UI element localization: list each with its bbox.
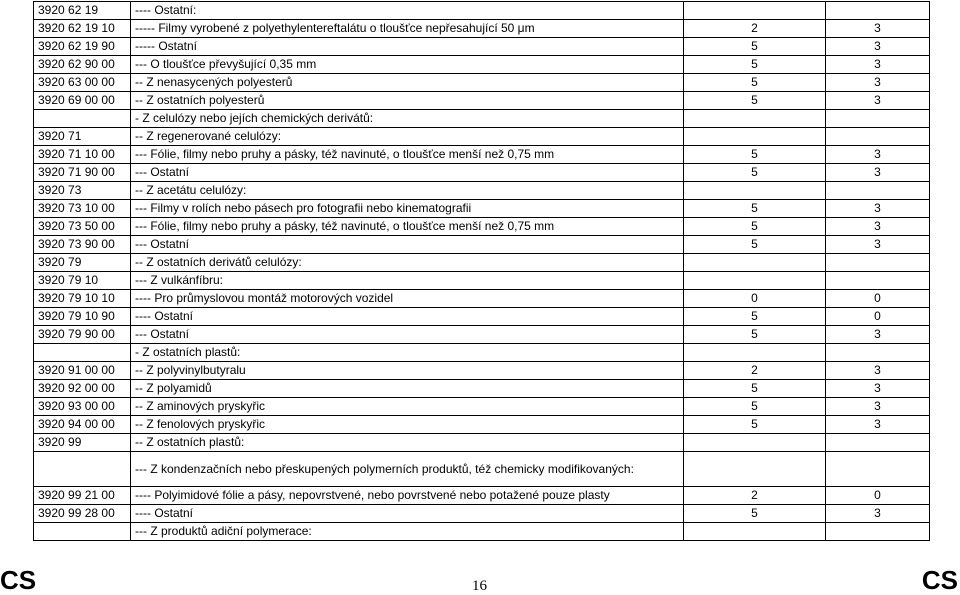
rate-b-cell xyxy=(826,254,930,272)
rate-b-cell: 3 xyxy=(826,505,930,523)
description-cell: ---- Ostatní xyxy=(131,308,684,326)
rate-a-cell: 2 xyxy=(684,20,826,38)
rate-a-cell: 2 xyxy=(684,487,826,505)
table-row xyxy=(34,523,930,541)
rate-b-cell: 3 xyxy=(826,56,930,74)
table-row xyxy=(34,200,930,218)
cn-code-cell: 3920 94 00 00 xyxy=(34,416,131,434)
table-row xyxy=(34,362,930,380)
cn-code-cell: 3920 63 00 00 xyxy=(34,74,131,92)
cn-code-cell: 3920 99 28 00 xyxy=(34,505,131,523)
table-row xyxy=(34,434,930,452)
description-cell: --- Z vulkánfíbru: xyxy=(131,272,684,290)
rate-a-cell: 5 xyxy=(684,505,826,523)
cn-code-cell: 3920 79 xyxy=(34,254,131,272)
table-row xyxy=(34,487,930,505)
rate-b-cell: 3 xyxy=(826,38,930,56)
rate-a-cell: 5 xyxy=(684,74,826,92)
rate-b-cell: 3 xyxy=(826,146,930,164)
description-cell: ---- Polyimidové fólie a pásy, nepovrstvené, nebo povrstvené nebo potažené pouze plasty xyxy=(131,487,684,505)
footer-language-right: CS xyxy=(921,565,958,595)
rate-a-cell: 2 xyxy=(684,362,826,380)
description-cell: --- Ostatní xyxy=(131,236,684,254)
table-row xyxy=(34,146,930,164)
description-cell: --- Z produktů adiční polymerace: xyxy=(131,523,684,541)
rate-a-cell xyxy=(684,344,826,362)
rate-b-cell: 3 xyxy=(826,218,930,236)
rate-b-cell: 3 xyxy=(826,74,930,92)
rate-b-cell: 3 xyxy=(826,92,930,110)
cn-code-cell: 3920 73 10 00 xyxy=(34,200,131,218)
description-cell: -- Z nenasycených polyesterů xyxy=(131,74,684,92)
table-row xyxy=(34,254,930,272)
description-cell: --- Filmy v rolích nebo pásech pro fotografii nebo kinematografii xyxy=(131,200,684,218)
description-cell: ---- Pro průmyslovou montáž motorových vozidel xyxy=(131,290,684,308)
rate-b-cell: 3 xyxy=(826,200,930,218)
description-cell: - Z celulózy nebo jejích chemických derivátů: xyxy=(131,110,684,128)
rate-b-cell xyxy=(826,182,930,200)
rate-b-cell: 0 xyxy=(826,308,930,326)
table-row xyxy=(34,344,930,362)
rate-a-cell: 5 xyxy=(684,416,826,434)
description-cell: -- Z acetátu celulózy: xyxy=(131,182,684,200)
description-cell: --- Ostatní xyxy=(131,164,684,182)
description-cell: -- Z polyamidů xyxy=(131,380,684,398)
rate-b-cell xyxy=(826,128,930,146)
table-row xyxy=(34,236,930,254)
rate-a-cell xyxy=(684,182,826,200)
table-row xyxy=(34,74,930,92)
rate-b-cell: 3 xyxy=(826,362,930,380)
cn-code-cell: 3920 92 00 00 xyxy=(34,380,131,398)
cn-code-cell xyxy=(34,110,131,128)
rate-a-cell xyxy=(684,254,826,272)
description-cell: -- Z aminových pryskyřic xyxy=(131,398,684,416)
rate-a-cell xyxy=(684,523,826,541)
description-cell: -- Z regenerované celulózy: xyxy=(131,128,684,146)
cn-code-cell: 3920 73 xyxy=(34,182,131,200)
rate-a-cell xyxy=(684,128,826,146)
rate-a-cell: 5 xyxy=(684,380,826,398)
rate-a-cell: 5 xyxy=(684,200,826,218)
table-row xyxy=(34,164,930,182)
rate-b-cell: 3 xyxy=(826,380,930,398)
rate-b-cell xyxy=(826,2,930,20)
cn-code-cell: 3920 79 10 10 xyxy=(34,290,131,308)
rate-a-cell: 5 xyxy=(684,326,826,344)
tariff-body xyxy=(34,2,930,541)
rate-b-cell xyxy=(826,344,930,362)
tariff-table xyxy=(33,1,930,541)
cn-code-cell: 3920 79 90 00 xyxy=(34,326,131,344)
rate-a-cell xyxy=(684,2,826,20)
table-row xyxy=(34,128,930,146)
rate-b-cell xyxy=(826,523,930,541)
cn-code-cell: 3920 71 10 00 xyxy=(34,146,131,164)
rate-a-cell: 5 xyxy=(684,308,826,326)
rate-a-cell: 5 xyxy=(684,218,826,236)
rate-b-cell: 0 xyxy=(826,487,930,505)
table-row xyxy=(34,380,930,398)
cn-code-cell: 3920 73 50 00 xyxy=(34,218,131,236)
description-cell: ----- Filmy vyrobené z polyethylentereftalátu o tloušťce nepřesahující 50 μm xyxy=(131,20,684,38)
table-row xyxy=(34,2,930,20)
description-cell: --- Z kondenzačních nebo přeskupených polymerních produktů, též chemicky modifikovaných: xyxy=(131,452,684,487)
description-cell: ---- Ostatní: xyxy=(131,2,684,20)
description-cell: --- Ostatní xyxy=(131,326,684,344)
description-cell: - Z ostatních plastů: xyxy=(131,344,684,362)
cn-code-cell xyxy=(34,452,131,487)
rate-a-cell: 0 xyxy=(684,290,826,308)
rate-b-cell: 3 xyxy=(826,20,930,38)
description-cell: --- Fólie, filmy nebo pruhy a pásky, též navinuté, o tloušťce menší než 0,75 mm xyxy=(131,146,684,164)
rate-a-cell: 5 xyxy=(684,38,826,56)
cn-code-cell xyxy=(34,344,131,362)
table-row xyxy=(34,272,930,290)
footer-language-left: CS xyxy=(0,565,37,595)
table-row xyxy=(34,182,930,200)
cn-code-cell xyxy=(34,523,131,541)
cn-code-cell: 3920 71 90 00 xyxy=(34,164,131,182)
description-cell: ---- Ostatní xyxy=(131,505,684,523)
rate-a-cell: 5 xyxy=(684,164,826,182)
rate-b-cell: 3 xyxy=(826,164,930,182)
table-row xyxy=(34,326,930,344)
description-cell: -- Z ostatních derivátů celulózy: xyxy=(131,254,684,272)
description-cell: -- Z ostatních plastů: xyxy=(131,434,684,452)
rate-a-cell: 5 xyxy=(684,146,826,164)
rate-b-cell: 3 xyxy=(826,416,930,434)
description-cell: -- Z ostatních polyesterů xyxy=(131,92,684,110)
cn-code-cell: 3920 79 10 90 xyxy=(34,308,131,326)
rate-b-cell: 0 xyxy=(826,290,930,308)
rate-b-cell xyxy=(826,434,930,452)
description-cell: -- Z fenolových pryskyřic xyxy=(131,416,684,434)
cn-code-cell: 3920 62 90 00 xyxy=(34,56,131,74)
table-row xyxy=(34,92,930,110)
table-row xyxy=(34,398,930,416)
table-row xyxy=(34,505,930,523)
rate-a-cell: 5 xyxy=(684,236,826,254)
table-row xyxy=(34,110,930,128)
table-row xyxy=(34,452,930,487)
description-cell: --- Fólie, filmy nebo pruhy a pásky, též navinuté, o tloušťce menší než 0,75 mm xyxy=(131,218,684,236)
rate-a-cell: 5 xyxy=(684,56,826,74)
cn-code-cell: 3920 93 00 00 xyxy=(34,398,131,416)
cn-code-cell: 3920 99 xyxy=(34,434,131,452)
cn-code-cell: 3920 69 00 00 xyxy=(34,92,131,110)
rate-a-cell xyxy=(684,272,826,290)
table-row xyxy=(34,290,930,308)
rate-a-cell xyxy=(684,110,826,128)
rate-a-cell xyxy=(684,452,826,487)
cn-code-cell: 3920 99 21 00 xyxy=(34,487,131,505)
rate-a-cell: 5 xyxy=(684,398,826,416)
cn-code-cell: 3920 79 10 xyxy=(34,272,131,290)
rate-b-cell xyxy=(826,272,930,290)
description-cell: ----- Ostatní xyxy=(131,38,684,56)
description-cell: --- O tloušťce převyšující 0,35 mm xyxy=(131,56,684,74)
table-row xyxy=(34,38,930,56)
table-row xyxy=(34,308,930,326)
page-number: 16 xyxy=(472,578,487,594)
rate-b-cell: 3 xyxy=(826,398,930,416)
table-row xyxy=(34,20,930,38)
description-cell: -- Z polyvinylbutyralu xyxy=(131,362,684,380)
cn-code-cell: 3920 62 19 10 xyxy=(34,20,131,38)
cn-code-cell: 3920 73 90 00 xyxy=(34,236,131,254)
rate-a-cell xyxy=(684,434,826,452)
cn-code-cell: 3920 62 19 xyxy=(34,2,131,20)
rate-a-cell: 5 xyxy=(684,92,826,110)
rate-b-cell: 3 xyxy=(826,236,930,254)
rate-b-cell xyxy=(826,452,930,487)
cn-code-cell: 3920 71 xyxy=(34,128,131,146)
rate-b-cell xyxy=(826,110,930,128)
table-row xyxy=(34,56,930,74)
cn-code-cell: 3920 62 19 90 xyxy=(34,38,131,56)
rate-b-cell: 3 xyxy=(826,326,930,344)
table-row xyxy=(34,218,930,236)
cn-code-cell: 3920 91 00 00 xyxy=(34,362,131,380)
table-row xyxy=(34,416,930,434)
